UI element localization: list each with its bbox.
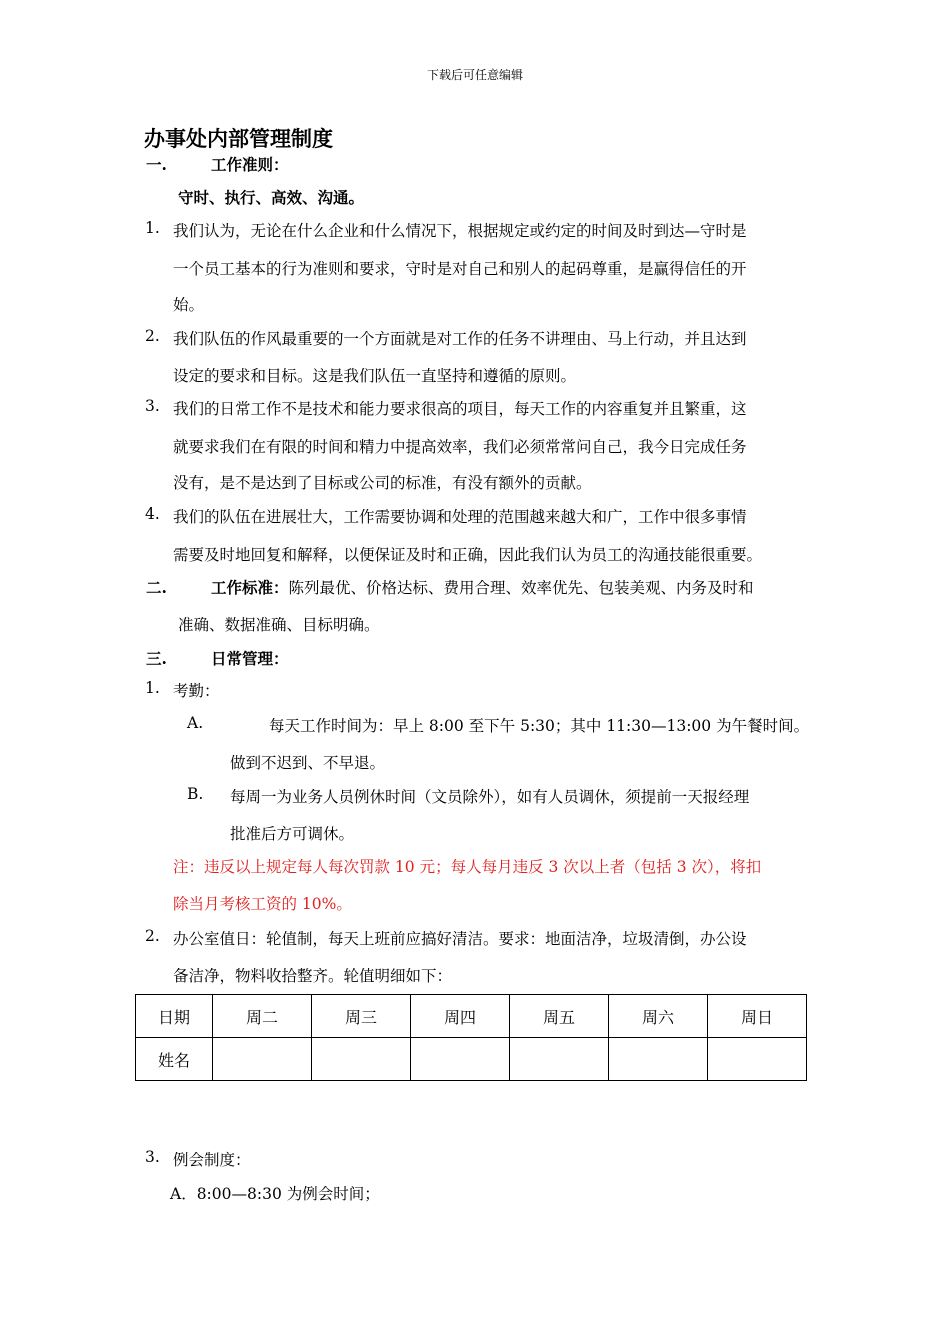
rule-b-line-2: 批准后方可调休。 <box>230 825 355 843</box>
mgmt-3-label: 例会制度： <box>173 1151 251 1169</box>
item-2-line-1: 我们队伍的作风最重要的一个方面就是对工作的任务不讲理由、马上行动，并且达到 <box>173 330 747 348</box>
section-2-line-2: 准确、数据准确、目标明确。 <box>178 616 380 634</box>
table-cell <box>609 1038 708 1081</box>
document-title: 办事处内部管理制度 <box>144 126 333 151</box>
table-header-cell: 周三 <box>312 995 411 1038</box>
item-1-line-3: 始。 <box>173 296 205 314</box>
item-4-line-1: 我们的队伍在进展壮大，工作需要协调和处理的范围越来越大和广，工作中很多事情 <box>173 508 747 526</box>
table-cell <box>510 1038 609 1081</box>
section-2-text: 陈列最优、价格达标、费用合理、效率优先、包装美观、内务及时和 <box>288 579 754 597</box>
section-2-line-1 <box>211 576 754 598</box>
table-header-cell: 周日 <box>708 995 807 1038</box>
table-cell <box>312 1038 411 1081</box>
table-row-label: 姓名 <box>136 1038 213 1081</box>
mgmt-3-number: 3. <box>145 1148 160 1166</box>
item-4-number: 4. <box>145 505 160 523</box>
table-cell <box>213 1038 312 1081</box>
item-1-line-1: 我们认为，无论在什么企业和什么情况下，根据规定或约定的时间及时到达—守时是 <box>173 222 747 240</box>
page-header: 下载后可任意编辑 <box>426 68 523 82</box>
mgmt-1-number: 1. <box>145 679 160 697</box>
item-2-number: 2. <box>145 327 160 345</box>
item-3-number: 3. <box>145 397 160 415</box>
table-cell <box>708 1038 807 1081</box>
mgmt-2-number: 2. <box>145 927 160 945</box>
penalty-note-line-2: 除当月考核工资的 10%。 <box>173 895 352 913</box>
item-3-line-2: 就要求我们在有限的时间和精力中提高效率，我们必须常常问自己，我今日完成任务 <box>173 438 747 456</box>
rule-b-letter: B. <box>187 785 204 803</box>
mgmt-2-line-1: 办公室值日：轮值制，每天上班前应搞好清洁。要求：地面洁净，垃圾清倒，办公设 <box>173 930 747 948</box>
item-1-line-2: 一个员工基本的行为准则和要求，守时是对自己和别人的起码尊重，是赢得信任的开 <box>173 260 747 278</box>
mgmt-1-label: 考勤： <box>173 682 220 700</box>
rule-a-line-1: 每天工作时间为：早上 8:00 至下午 5:30；其中 11:30—13:00 为午餐时间。 <box>269 717 810 735</box>
item-3-line-1: 我们的日常工作不是技术和能力要求很高的项目，每天工作的内容重复并且繁重，这 <box>173 400 747 418</box>
section-1-heading: 工作准则： <box>211 155 289 174</box>
duty-roster-table <box>135 994 807 1081</box>
table-header-row <box>136 995 807 1038</box>
table-header-cell: 周二 <box>213 995 312 1038</box>
item-3-line-3: 没有，是不是达到了目标或公司的标准，有没有额外的贡献。 <box>173 474 592 492</box>
rule-a-line-2: 做到不迟到、不早退。 <box>230 754 386 772</box>
item-4-line-2: 需要及时地回复和解释，以便保证及时和正确，因此我们认为员工的沟通技能很重要。 <box>173 546 763 564</box>
table-header-cell: 周五 <box>510 995 609 1038</box>
section-3-heading: 日常管理： <box>211 649 289 668</box>
section-3-number: 三. <box>146 649 167 668</box>
penalty-note-line-1: 注：违反以上规定每人每次罚款 10 元；每人每月违反 3 次以上者（包括 3 次），将扣 <box>173 858 762 876</box>
mgmt-2-line-2: 备洁净，物料收拾整齐。轮值明细如下： <box>173 967 453 985</box>
table-row <box>136 1038 807 1081</box>
table-cell <box>411 1038 510 1081</box>
item-1-number: 1. <box>145 219 160 237</box>
rule-b-line-1: 每周一为业务人员例休时间（文员除外），如有人员调休，须提前一天报经理 <box>230 788 750 806</box>
table-header-cell: 日期 <box>136 995 213 1038</box>
table-header-cell: 周四 <box>411 995 510 1038</box>
item-2-line-2: 设定的要求和目标。这是我们队伍一直坚持和遵循的原则。 <box>173 367 577 385</box>
meeting-time-rule: A．8:00—8:30 为例会时间； <box>170 1185 380 1203</box>
table-header-cell: 周六 <box>609 995 708 1038</box>
section-2-number: 二. <box>146 578 167 597</box>
rule-a-letter: A. <box>187 714 204 732</box>
section-1-number: 一. <box>146 155 167 174</box>
work-principles-motto: 守时、执行、高效、沟通。 <box>178 188 365 207</box>
section-2-heading: 工作标准： <box>211 578 289 597</box>
